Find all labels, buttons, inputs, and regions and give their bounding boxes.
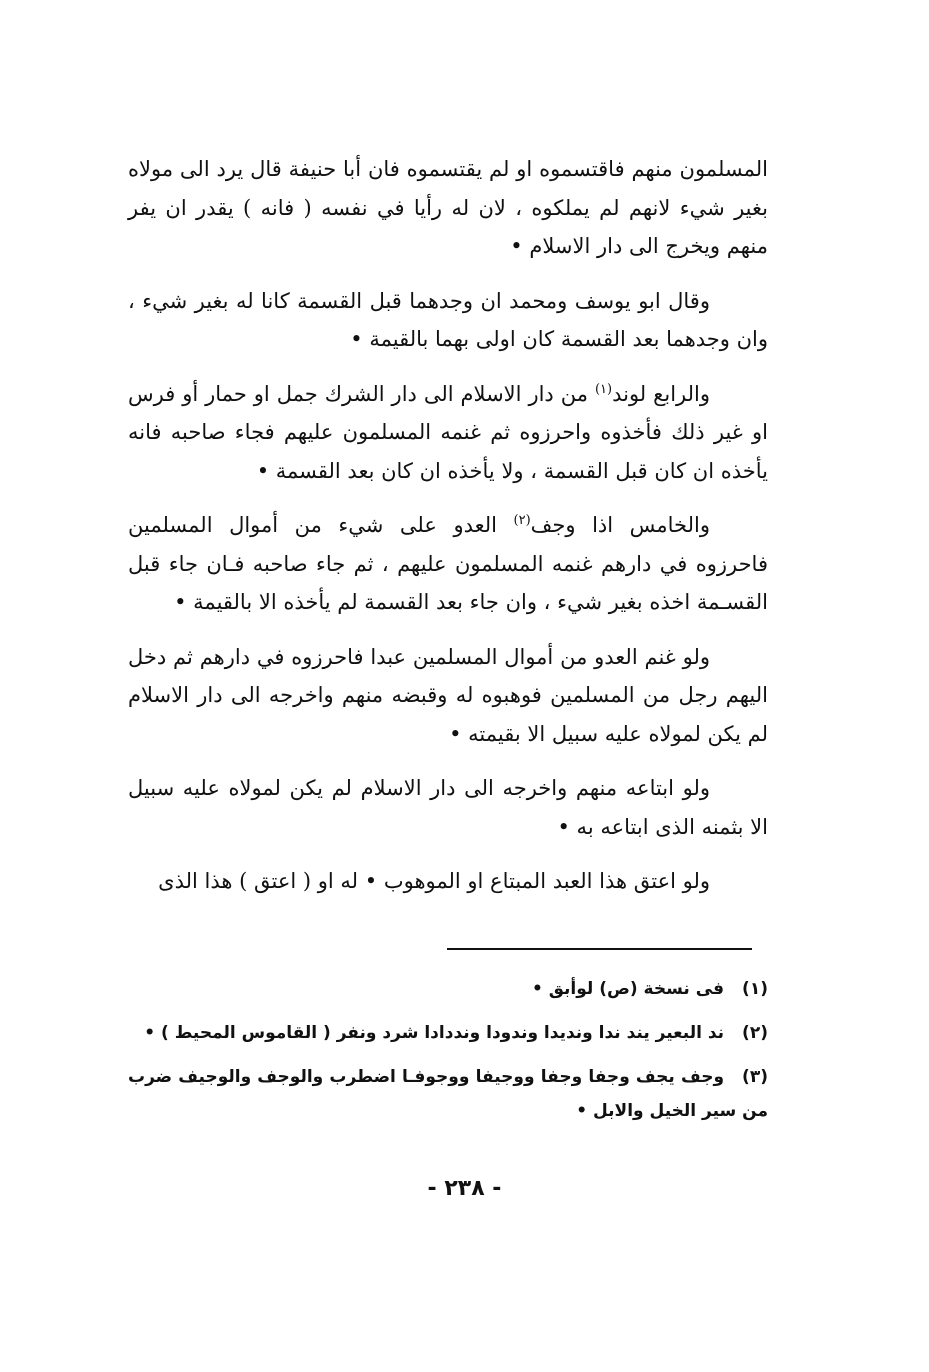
footnotes — [128, 972, 768, 1138]
paragraph-5 — [128, 638, 768, 754]
main-text — [128, 150, 768, 917]
paragraph-text: المسلمون منهم فاقتسموه او لم يقتسموه فان أبا حنيفة قال يرد الى مولاه بغير شيء لانهم لم يملكوه ، لان له رأيا في نفسه ( فانه ) يقدر ان يفر منهم ويخرج الى دار الاسلام • — [128, 157, 768, 258]
paragraph-text: ولو اعتق هذا العبد المبتاع او الموهوب • له او ( اعتق ) هذا الذى — [158, 869, 710, 893]
paragraph-text-continued: العدو على شيء من أموال المسلمين فاحرزوه في دارهم غنمه المسلمون عليهم ، ثم جاء صاحبه فـان جاء قبل القسـمة اخذه بغير شيء ، وان جاء بعد القسمة لم يأخذه الا بالقيمة • — [128, 513, 768, 614]
paragraph-2 — [128, 282, 768, 359]
paragraph-text: والرابع لوند — [612, 381, 710, 406]
footnote-number: (٣) — [742, 1067, 768, 1087]
paragraph-1 — [128, 150, 768, 266]
paragraph-text: وقال ابو يوسف ومحمد ان وجدهما قبل القسمة كانا له بغير شيء ، وان وجدهما بعد القسمة كان اولى بهما بالقيمة • — [128, 288, 768, 351]
footnote-number: (٢) — [742, 1023, 768, 1043]
footnote-2 — [128, 1016, 768, 1050]
footnote-text: فى نسخة (ص) لوأبق • — [531, 979, 725, 999]
page-number: - ٢٣٨ - — [427, 1176, 502, 1201]
paragraph-text: ولو غنم العدو من أموال المسلمين عبدا فاحرزوه في دارهم ثم دخل اليهم رجل من المسلمين فوهبوه له وقبضه منهم واخرجه الى دار الاسلام لم يكن لمولاه عليه سبيل الا بقيمته • — [128, 644, 768, 746]
footnote-number: (١) — [742, 979, 768, 999]
paragraph-4 — [128, 506, 768, 622]
footnote-reference: (١) — [594, 381, 613, 397]
paragraph-7 — [128, 862, 768, 901]
paragraph-3 — [128, 375, 768, 491]
footnote-reference: (٢) — [513, 513, 531, 528]
paragraph-6 — [128, 769, 768, 846]
paragraph-text: ولو ابتاعه منهم واخرجه الى دار الاسلام لم يكن لمولاه عليه سبيل الا بثمنه الذى ابتاعه به • — [128, 776, 768, 839]
footnote-3 — [128, 1060, 768, 1128]
footnote-1 — [128, 972, 768, 1006]
paragraph-text: والخامس اذا وجف — [530, 513, 710, 537]
footnote-separator — [447, 948, 752, 950]
footnote-text: ند البعير يند ندا ونديدا وندودا ونددادا شرد ونفر ( القاموس المحيط ) • — [144, 1023, 725, 1043]
footnote-text: وجف يجف وجفا وجفا ووجيفا ووجوفـا اضطرب والوجف والوجيف ضرب من سير الخيل والابل • — [128, 1067, 768, 1121]
paragraph-text-continued: من دار الاسلام الى دار الشرك جمل او حمار أو فرس او غير ذلك فأخذوه واحرزوه ثم غنمه المسلمون عليهم فجاء صاحبه فانه يأخذه ان كان قبل القسمة ، ولا يأخذه ان كان بعد القسمة • — [128, 381, 768, 483]
